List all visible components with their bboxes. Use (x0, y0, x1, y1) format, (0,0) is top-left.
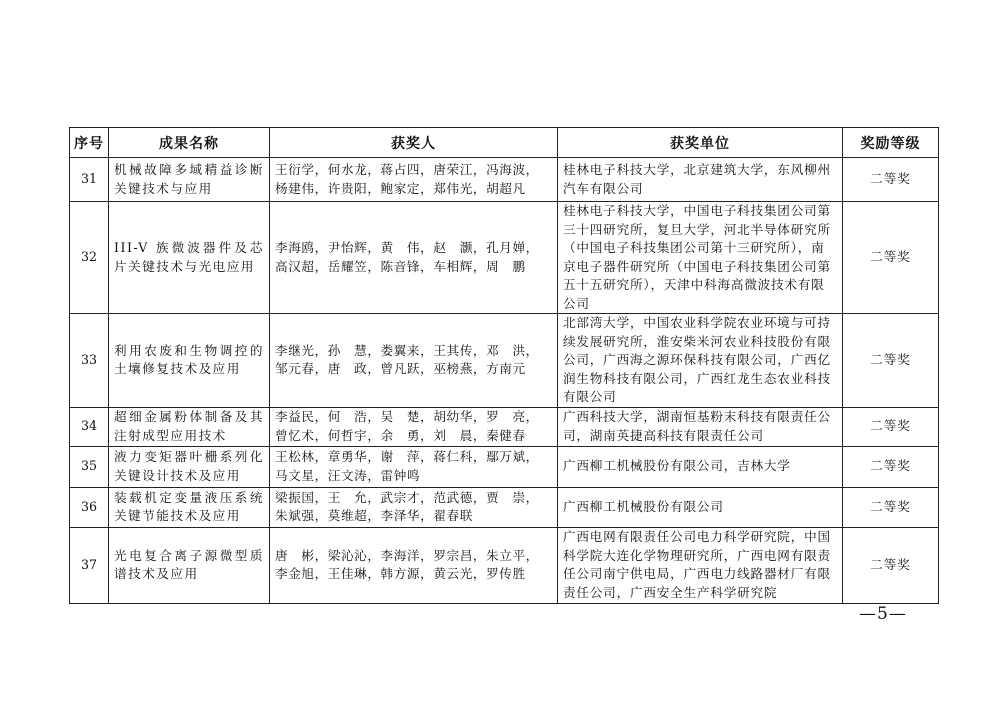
winners-cell: 李继光，孙 慧，娄翼来，王其传，邓 洪， 邹元春，唐 政，曾凡跃，巫榜燕，方南元 (270, 314, 558, 408)
table-row (70, 446, 939, 487)
row-number: 35 (70, 446, 109, 487)
winners-cell: 王松林，章勇华，谢 萍，蒋仁科，鄢万斌， 马文星，汪文涛，雷钟鸣 (270, 446, 558, 487)
row-number: 34 (70, 407, 109, 446)
header-winners: 获奖人 (270, 128, 558, 158)
table-row (70, 487, 939, 527)
award-level: 二等奖 (843, 487, 939, 527)
award-level: 二等奖 (843, 314, 939, 408)
awards-table (69, 127, 939, 604)
header-units: 获奖单位 (558, 128, 843, 158)
row-number: 37 (70, 527, 109, 603)
units-cell: 桂林电子科技大学，北京建筑大学，东风柳州汽车有限公司 (558, 158, 843, 202)
table-row (70, 527, 939, 603)
table-row (70, 314, 939, 408)
award-level: 二等奖 (843, 407, 939, 446)
table-row (70, 158, 939, 202)
project-name: 光电复合离子源微型质谱技术及应用 (109, 527, 270, 603)
header-no: 序号 (70, 128, 109, 158)
row-number: 32 (70, 202, 109, 314)
winners-cell: 王衍学，何水龙，蒋占四，唐荣江，冯海波， 杨建伟，许贵阳，鲍家定，郑伟光，胡超凡 (270, 158, 558, 202)
award-level: 二等奖 (843, 527, 939, 603)
row-number: 33 (70, 314, 109, 408)
units-cell: 广西柳工机械股份有限公司 (558, 487, 843, 527)
table-header-row (70, 128, 939, 158)
page-number: —5— (859, 604, 907, 624)
project-name: 机械故障多域精益诊断关键技术与应用 (109, 158, 270, 202)
table-row (70, 407, 939, 446)
project-name: 超细金属粉体制备及其注射成型应用技术 (109, 407, 270, 446)
units-cell: 广西科技大学，湖南恒基粉末科技有限责任公司，湖南英捷高科技有限责任公司 (558, 407, 843, 446)
project-name: 利用农废和生物调控的土壤修复技术及应用 (109, 314, 270, 408)
project-name: 装载机定变量液压系统关键节能技术及应用 (109, 487, 270, 527)
units-cell: 桂林电子科技大学，中国电子科技集团公司第三十四研究所，复旦大学，河北半导体研究所（中国电子科技集团公司第十三研究所），南京电子器件研究所（中国电子科技集团公司第五十五研究所），天津中科海高微波技术有限公司 (558, 202, 843, 314)
table-row (70, 202, 939, 314)
winners-cell: 梁振国，王 允，武宗才，范武德，贾 崇， 朱斌强，莫维超，李泽华，翟春联 (270, 487, 558, 527)
row-number: 36 (70, 487, 109, 527)
units-cell: 北部湾大学，中国农业科学院农业环境与可持续发展研究所，淮安柴米河农业科技股份有限公司，广西海之源环保科技有限公司，广西亿润生物科技有限公司，广西红龙生态农业科技有限公司 (558, 314, 843, 408)
row-number: 31 (70, 158, 109, 202)
winners-cell: 李海鸥，尹怡辉，黄 伟，赵 灏，孔月婵， 高汉超，岳耀笠，陈音锋，车相辉，周 鹏 (270, 202, 558, 314)
award-level: 二等奖 (843, 446, 939, 487)
header-level: 奖励等级 (843, 128, 939, 158)
award-level: 二等奖 (843, 202, 939, 314)
project-name: III-V 族微波器件及芯片关键技术与光电应用 (109, 202, 270, 314)
award-level: 二等奖 (843, 158, 939, 202)
header-name: 成果名称 (109, 128, 270, 158)
project-name: 液力变矩器叶栅系列化关键设计技术及应用 (109, 446, 270, 487)
units-cell: 广西电网有限责任公司电力科学研究院，中国科学院大连化学物理研究所，广西电网有限责任公司南宁供电局，广西电力线路器材厂有限责任公司，广西安全生产科学研究院 (558, 527, 843, 603)
winners-cell: 李益民，何 浩，吴 楚，胡幼华，罗 亮， 曾忆术，何哲宇，余 勇，刘 晨，秦健春 (270, 407, 558, 446)
units-cell: 广西柳工机械股份有限公司，吉林大学 (558, 446, 843, 487)
winners-cell: 唐 彬，梁沁沁，李海洋，罗宗昌，朱立平， 李金旭，王佳琳，韩方源，黄云光，罗传胜 (270, 527, 558, 603)
